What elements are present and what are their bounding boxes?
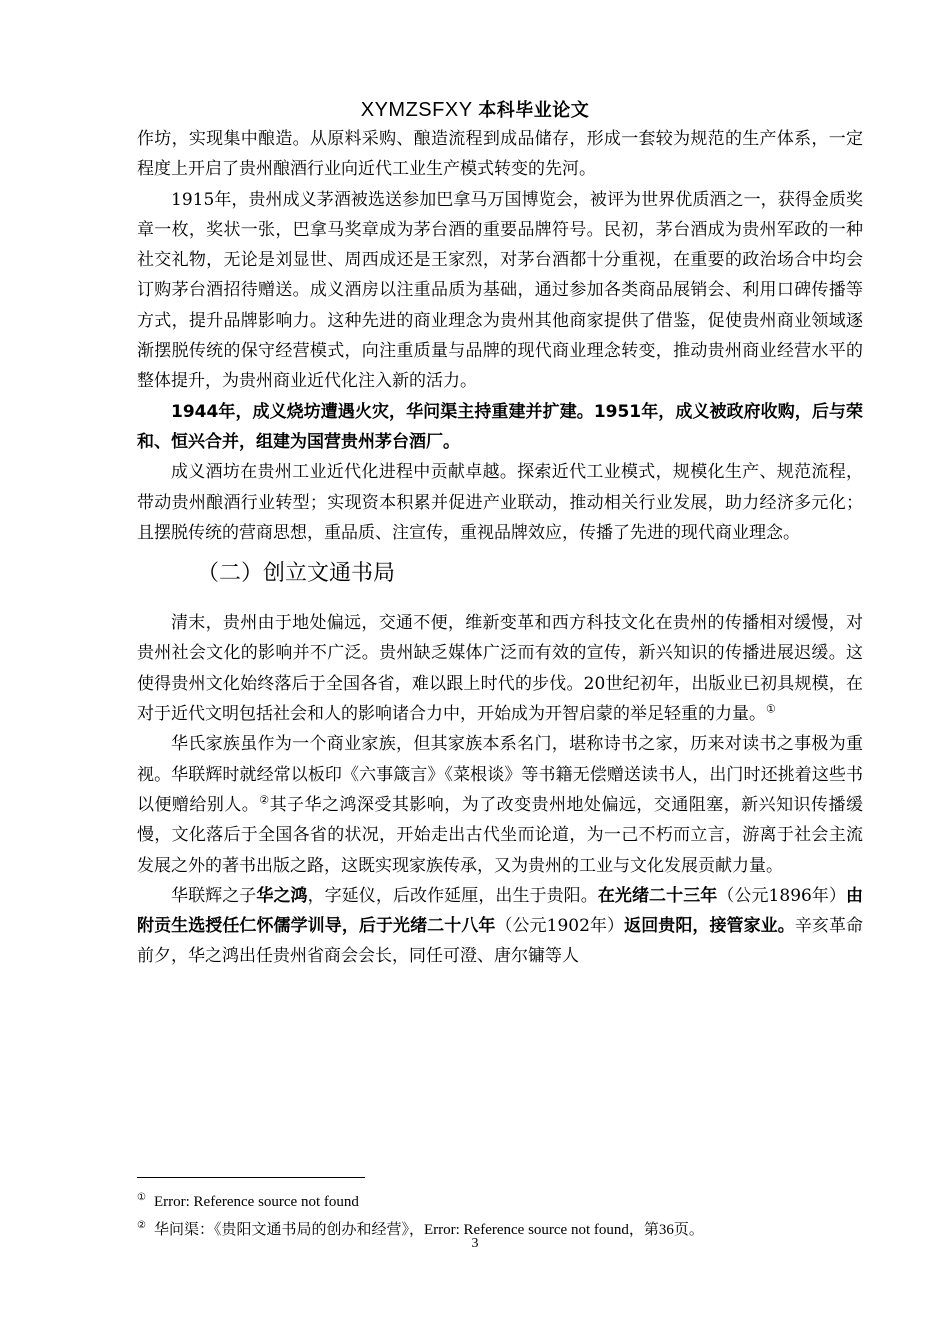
- paragraph-4: 成义酒坊在贵州工业近代化进程中贡献卓越。探索近代工业模式，规模化生产、规范流程，带动贵州酿酒行业转型；实现资本积累并促进产业联动，推动相关行业发展，助力经济多元化；且摆脱传统的营商思想，重品质、注宣传，重视品牌效应，传播了先进的现代商业理念。: [137, 462, 863, 543]
- paragraph-7-part-h: 返回贵阳，接管家业。: [624, 916, 795, 937]
- footnote-ref-1[interactable]: ①: [766, 702, 776, 716]
- paragraph-5-text: 清末，贵州由于地处偏远，交通不便，维新变革和西方科技文化在贵州的传播相对缓慢，对贵州社会文化的影响并不广泛。贵州缺乏媒体广泛而有效的宣传，新兴知识的传播进展迟缓。这使得贵州文化始终落后于全国各省，难以跟上时代的步伐。20世纪初年，出版业已初具规模，在对于近代文明包括社会和人的影响诸合力中，开始成为开智启蒙的举足轻重的力量。: [137, 613, 863, 725]
- footnote-2-mark: ②: [137, 1220, 146, 1231]
- paragraph-6: [137, 729, 863, 880]
- footnote-1: [137, 1186, 863, 1214]
- footnotes: [137, 1186, 863, 1242]
- paragraph-1: 作坊，实现集中酿造。从原料采购、酿造流程到成品储存，形成一套较为规范的生产体系，一定程度上开启了贵州酿酒行业向近代工业生产模式转变的先河。: [137, 129, 863, 180]
- header-code: XYMZSFXY: [360, 99, 473, 121]
- paragraph-7-part-a: 华联辉之子: [171, 885, 257, 906]
- footnote-ref-2[interactable]: ②: [259, 793, 270, 807]
- footnote-separator: [137, 1177, 365, 1178]
- paragraph-7-part-d: 在光绪二十三年: [597, 885, 718, 906]
- page-number: 3: [471, 1236, 479, 1251]
- footnote-1-text: Error: Reference source not found: [153, 1194, 359, 1210]
- section-heading: （二）创立文通书局: [197, 561, 396, 587]
- paragraph-2: 1915年，贵州成义茅酒被选送参加巴拿马万国博览会，被评为世界优质酒之一，获得金质奖章一枚，奖状一张，巴拿马奖章成为茅台酒的重要品牌符号。民初，茅台酒成为贵州军政的一种社交礼物，无论是刘显世、周西成还是王家烈，对茅台酒都十分重视，在重要的政治场合中均会订购茅台酒招待赠送。成义酒房以注重品质为基础，通过参加各类商品展销会、利用口碑传播等方式，提升品牌影响力。这种先进的商业理念为贵州其他商家提供了借鉴，促使贵州商业领域逐渐摆脱传统的保守经营模式，向注重质量与品牌的现代商业理念转变，推动贵州商业经营水平的整体提升，为贵州商业近代化注入新的活力。: [137, 189, 863, 392]
- paragraph-7-part-e: （公元1896年）: [717, 885, 847, 906]
- paragraph-7-name: 华之鸿: [256, 885, 308, 906]
- paragraph-3: 1944年，成义烧坊遭遇火灾，华问渠主持重建并扩建。1951年，成义被政府收购，后与荣和、恒兴合并，组建为国营贵州茅台酒厂。: [137, 401, 863, 452]
- paragraph-7-part-g: （公元1902年）: [495, 916, 625, 937]
- header-title: 本科毕业论文: [478, 100, 590, 121]
- paragraph-5: [137, 608, 863, 729]
- paragraph-7-part-c: ，字延仪，后改作延厘，出生于贵阳。: [307, 885, 598, 906]
- paragraph-6-part-b: 其子华之鸿深受其影响，为了改变贵州地处偏远，交通阻塞，新兴知识传播缓慢，文化落后于全国各省的状况，开始走出古代坐而论道，为一己不朽而立言，游离于社会主流发展之外的著书出版之路，这既实现家族传承，又为贵州的工业与文化发展贡献力量。: [137, 794, 863, 876]
- paragraph-6-part-a: 华氏家族虽作为一个商业家族，但其家族本系名门，堪称诗书之家，历来对读书之事极为重视。华联辉时就经常以板印《六事箴言》《菜根谈》等书籍无偿赠送读书人，出门时还挑着这些书以便赠给别人。: [137, 734, 863, 815]
- footnote-2-text: 华问渠：《贵阳文通书局的创办和经营》，Error: Reference source not found，第36页。: [153, 1222, 704, 1238]
- footnote-1-mark: ①: [137, 1192, 146, 1203]
- paragraph-7-part-f: 由附贡生选授任仁怀儒学训导，后于光绪二十八年: [137, 885, 864, 937]
- body-text: [137, 124, 863, 972]
- paragraph-7: [137, 881, 863, 972]
- page-header: [0, 96, 950, 122]
- paragraph-7-part-i: 辛亥革命前夕，华之鸿出任贵州省商会会长，同任可澄、唐尔镛等人: [137, 916, 864, 967]
